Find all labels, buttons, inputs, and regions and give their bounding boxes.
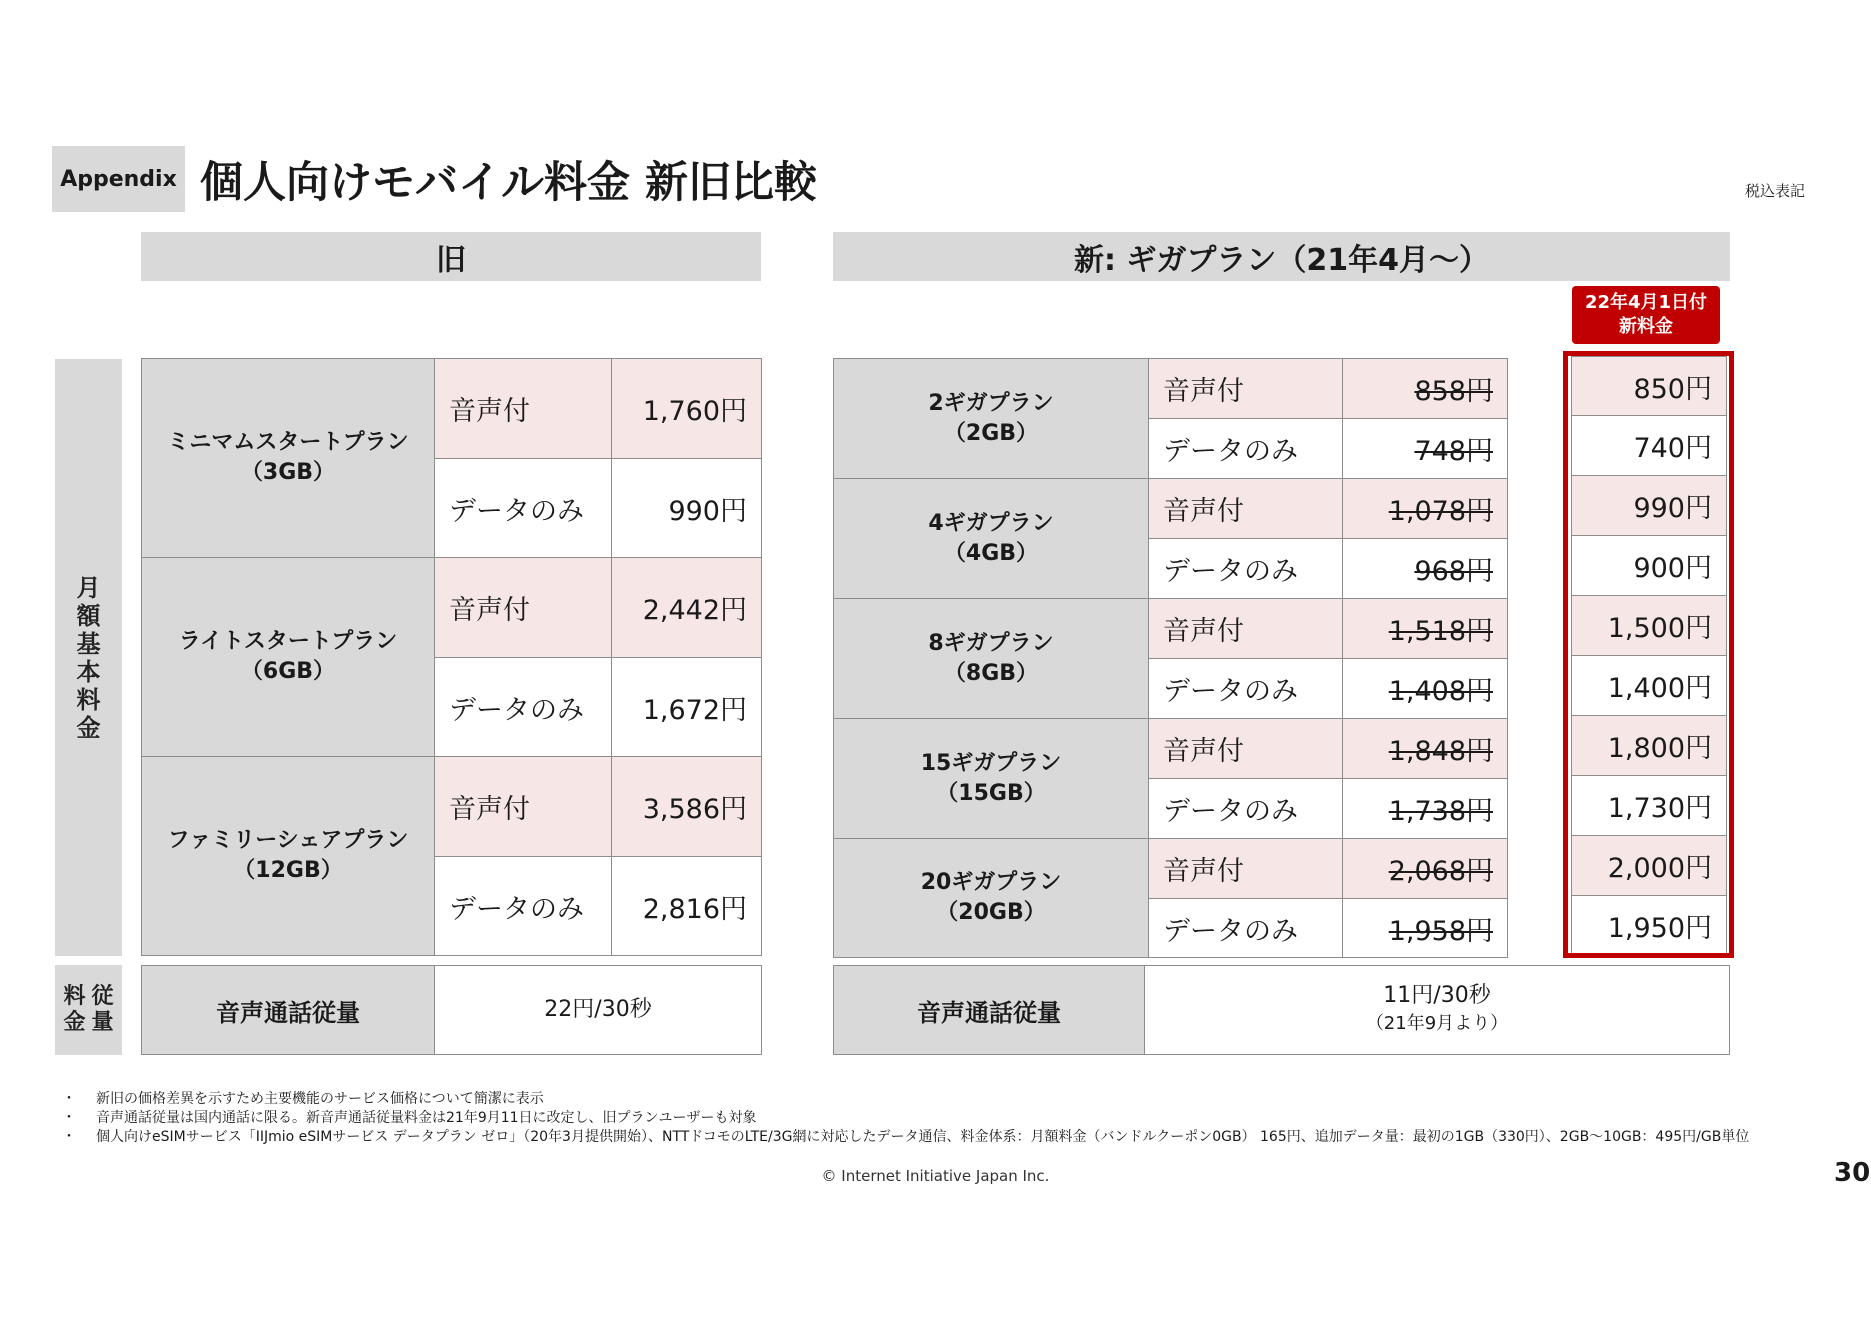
- plan-name: ファミリーシェアプラン: [167, 828, 409, 853]
- new-voice-old-price: 1,518円: [1342, 598, 1508, 659]
- new-data-old-price: 1,958円: [1342, 898, 1508, 958]
- notes-list: [62, 1088, 1749, 1145]
- old-plan-minimum-start: [141, 358, 435, 558]
- new-data-new-price: 1,730円: [1571, 775, 1727, 836]
- new-voice-label: 音声付: [1148, 838, 1343, 899]
- old-voice-label: 音声付: [434, 557, 612, 658]
- new-data-new-price: 1,400円: [1571, 655, 1727, 716]
- plan-capacity: （12GB）: [233, 858, 343, 883]
- side-char: 本: [76, 657, 101, 686]
- side-char: 金: [76, 713, 101, 742]
- old-call-label: 音声通話従量: [141, 965, 435, 1055]
- side-char: 額: [76, 601, 101, 630]
- new-data-label: データのみ: [1148, 418, 1343, 479]
- bullet-icon: ・: [62, 1091, 76, 1107]
- page-title: 個人向けモバイル料金 新旧比較: [200, 158, 817, 208]
- new-voice-new-price: 1,500円: [1571, 595, 1727, 656]
- side-char: 基: [76, 629, 101, 658]
- plan-capacity: （8GB）: [943, 660, 1039, 686]
- bullet-icon: ・: [62, 1110, 76, 1126]
- old-data-label: データのみ: [434, 657, 612, 757]
- new-data-new-price: 900円: [1571, 535, 1727, 596]
- new-voice-label: 音声付: [1148, 358, 1343, 419]
- new-data-old-price: 748円: [1342, 418, 1508, 479]
- new-voice-old-price: 858円: [1342, 358, 1508, 419]
- old-voice-label: 音声付: [434, 756, 612, 857]
- note-item: [62, 1107, 1749, 1126]
- plan-capacity: （6GB）: [240, 659, 336, 684]
- new-voice-label: 音声付: [1148, 598, 1343, 659]
- new-price-label-line1: 22年4月1日付: [1584, 292, 1708, 313]
- page-number: 30: [1834, 1158, 1871, 1188]
- side-char: 月: [76, 573, 101, 602]
- new-voice-old-price: 2,068円: [1342, 838, 1508, 899]
- new-data-label: データのみ: [1148, 898, 1343, 958]
- new-call-value-line1: 11円/30秒: [1383, 983, 1491, 1008]
- appendix-badge: [52, 146, 185, 212]
- new-voice-new-price: 850円: [1571, 356, 1727, 416]
- plan-capacity: （20GB）: [936, 900, 1046, 925]
- new-price-label-line2: 新料金: [1619, 316, 1673, 337]
- old-data-price: 2,816円: [611, 856, 762, 956]
- plan-name: ミニマムスタートプラン: [167, 430, 409, 455]
- side-char: 料: [63, 984, 86, 1009]
- old-voice-label: 音声付: [434, 358, 612, 459]
- appendix-badge-label: Appendix: [60, 166, 177, 192]
- plan-name: 15ギガプラン: [920, 750, 1062, 776]
- plan-name: 8ギガプラン: [928, 630, 1054, 656]
- new-section-heading: 新: ギガプラン（21年4月～）: [833, 232, 1730, 281]
- monthly-fee-side-label: [55, 359, 122, 956]
- new-data-new-price: 1,950円: [1571, 895, 1727, 955]
- side-char: 従: [91, 984, 114, 1009]
- plan-name: 4ギガプラン: [928, 510, 1054, 536]
- new-voice-label: 音声付: [1148, 478, 1343, 539]
- new-voice-new-price: 1,800円: [1571, 715, 1727, 776]
- new-plan-8giga: [833, 598, 1149, 719]
- new-voice-label: 音声付: [1148, 718, 1343, 779]
- old-call-value: 22円/30秒: [434, 965, 762, 1055]
- new-data-label: データのみ: [1148, 778, 1343, 839]
- plan-capacity: （4GB）: [943, 540, 1039, 566]
- usage-col-left: [63, 984, 85, 1036]
- new-data-label: データのみ: [1148, 658, 1343, 719]
- new-voice-new-price: 2,000円: [1571, 835, 1727, 896]
- plan-capacity: （3GB）: [240, 460, 336, 485]
- new-data-old-price: 1,408円: [1342, 658, 1508, 719]
- new-data-old-price: 968円: [1342, 538, 1508, 599]
- new-price-label: [1572, 286, 1720, 344]
- old-voice-price: 2,442円: [611, 557, 762, 658]
- old-voice-price: 3,586円: [611, 756, 762, 857]
- old-data-label: データのみ: [434, 856, 612, 956]
- new-plan-2giga: [833, 358, 1149, 479]
- plan-name: ライトスタートプラン: [178, 629, 398, 654]
- old-data-price: 1,672円: [611, 657, 762, 757]
- tax-note: 税込表記: [1745, 182, 1806, 200]
- bullet-icon: ・: [62, 1129, 76, 1145]
- new-data-new-price: 740円: [1571, 415, 1727, 476]
- new-voice-old-price: 1,078円: [1342, 478, 1508, 539]
- side-char: 金: [63, 1010, 86, 1035]
- old-voice-price: 1,760円: [611, 358, 762, 459]
- new-data-label: データのみ: [1148, 538, 1343, 599]
- new-call-label: 音声通話従量: [833, 965, 1145, 1055]
- old-plan-light-start: [141, 557, 435, 757]
- note-text: 音声通話従量は国内通話に限る。新音声通話従量料金は21年9月11日に改定し、旧プランユーザーも対象: [96, 1110, 757, 1126]
- note-text: 新旧の価格差異を示すため主要機能のサービス価格について簡潔に表示: [96, 1091, 544, 1107]
- note-item: [62, 1088, 1749, 1107]
- new-plan-20giga: [833, 838, 1149, 958]
- note-item: [62, 1126, 1749, 1145]
- old-data-price: 990円: [611, 458, 762, 558]
- note-text: 個人向けeSIMサービス「IIJmio eSIMサービス データプラン ゼロ」（20年3月提供開始）、NTTドコモのLTE/3G網に対応したデータ通信、料金体系：月額料金（バンドルクーポン0GB） 165円、追加データ量：最初の1GB（330円）、2GB～10GB：495円/GB単位: [96, 1129, 1750, 1145]
- new-voice-new-price: 990円: [1571, 475, 1727, 536]
- usage-col-right: [92, 984, 114, 1036]
- usage-fee-side-label: [55, 965, 122, 1055]
- copyright: © Internet Initiative Japan Inc.: [821, 1167, 1050, 1185]
- old-section-heading: 旧: [141, 232, 761, 281]
- plan-capacity: （15GB）: [936, 780, 1046, 806]
- new-plan-4giga: [833, 478, 1149, 599]
- new-call-value-line2: （21年9月より）: [1365, 1013, 1509, 1034]
- plan-capacity: （2GB）: [943, 420, 1039, 446]
- new-price-highlight-box: [1563, 351, 1734, 958]
- new-data-old-price: 1,738円: [1342, 778, 1508, 839]
- old-data-label: データのみ: [434, 458, 612, 558]
- old-plan-family-share: [141, 756, 435, 956]
- new-call-value: [1144, 965, 1730, 1055]
- new-voice-old-price: 1,848円: [1342, 718, 1508, 779]
- side-char: 量: [91, 1010, 114, 1035]
- plan-name: 2ギガプラン: [928, 390, 1054, 416]
- plan-name: 20ギガプラン: [920, 870, 1062, 895]
- side-char: 料: [76, 685, 101, 714]
- new-plan-15giga: [833, 718, 1149, 839]
